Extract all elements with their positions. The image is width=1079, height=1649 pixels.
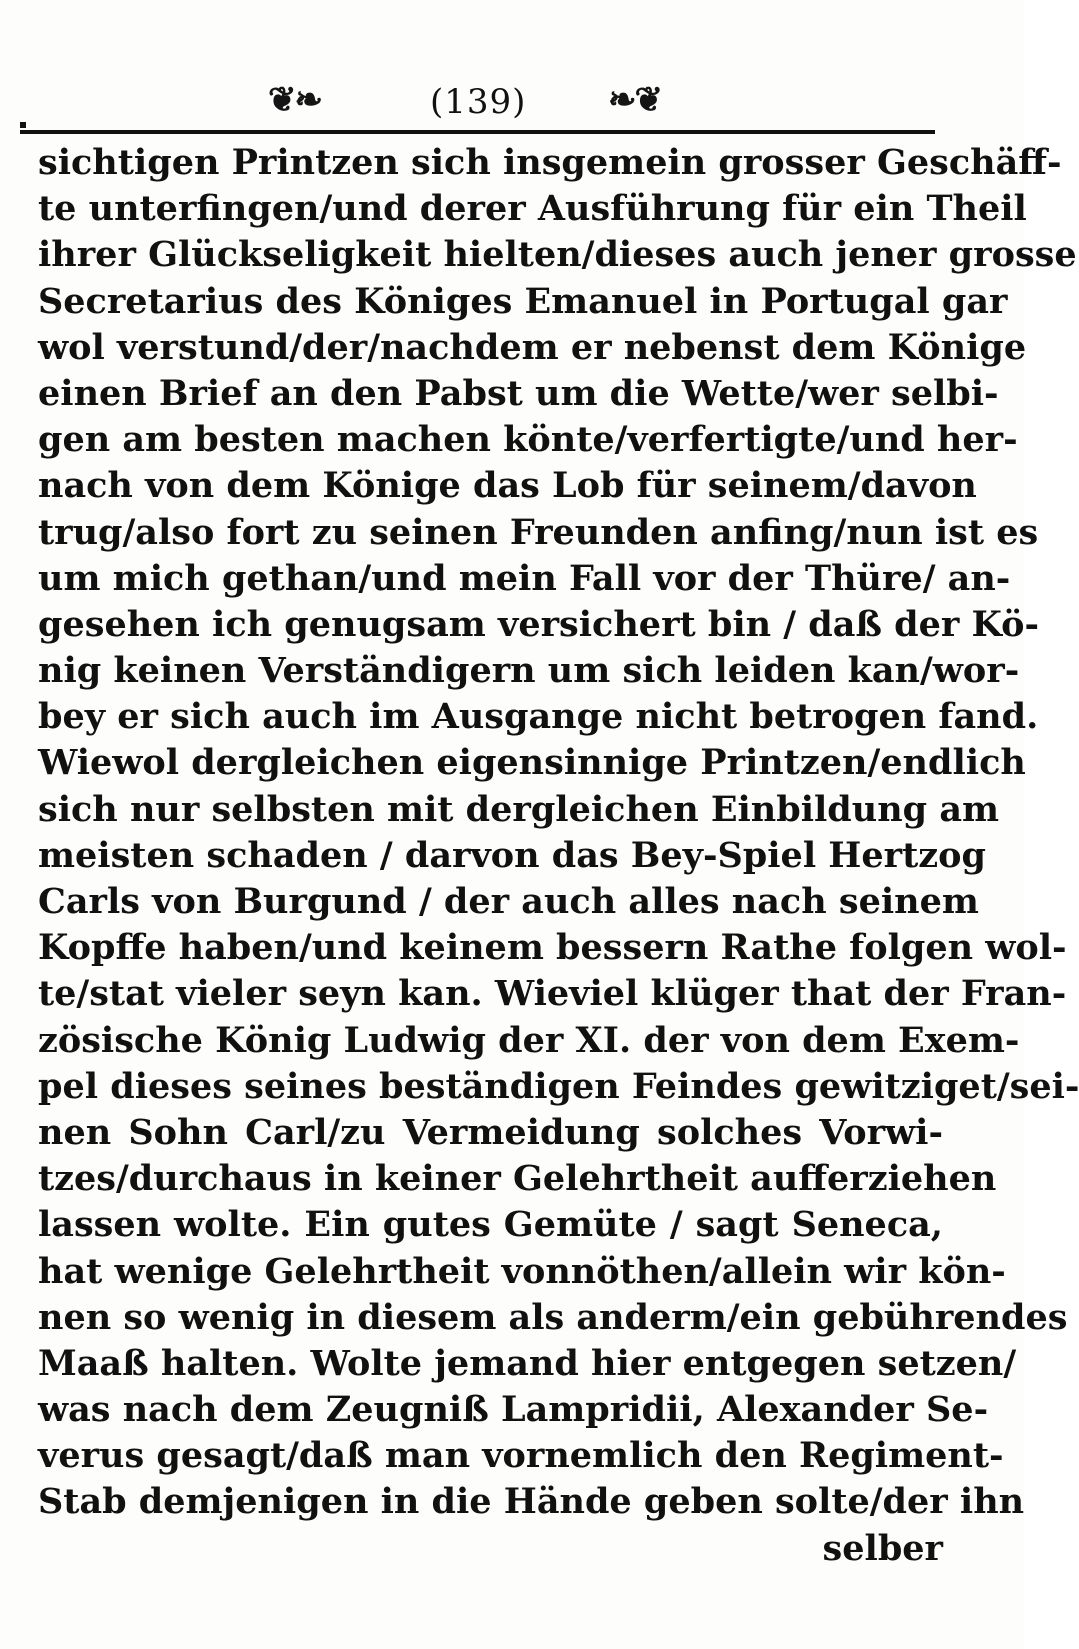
text-line: was nach dem Zeugniß Lampridii, Alexander Se- xyxy=(38,1389,989,1431)
margin-mark xyxy=(20,122,26,128)
text-line: te/stat vieler seyn kan. Wieviel klüger that der Fran- xyxy=(38,973,1067,1015)
text-line: Carls von Burgund / der auch alles nach seinem xyxy=(38,881,979,922)
text-line: Maaß halten. Wolte jemand hier entgegen setzen/ xyxy=(38,1342,1017,1384)
text-line: Stab demjenigen in die Hände geben solte/der ihn xyxy=(38,1481,1025,1523)
left-ornament-icon: ❦❧ xyxy=(268,80,321,120)
text-line: Secretarius des Königes Emanuel in Portugal gar xyxy=(38,280,1008,322)
text-line: Kopffe haben/und keinem bessern Rathe folgen wol- xyxy=(38,927,1067,969)
text-line: zösische König Ludwig der XI. der von dem Exem- xyxy=(38,1019,1020,1061)
right-ornament-icon: ❧❦ xyxy=(608,80,661,120)
text-line: lassen wolte. Ein gutes Gemüte / sagt Seneca, xyxy=(38,1204,943,1246)
text-line: Wiewol dergleichen eigensinnige Printzen/endlich xyxy=(38,742,1026,784)
text-line: nen Sohn Carl/zu Vermeidung solches Vorwi- xyxy=(38,1111,943,1153)
text-line: trug/also fort zu seinen Freunden anfing/nun ist es xyxy=(38,511,1039,553)
text-line: bey er sich auch im Ausgange nicht betrogen fand. xyxy=(38,696,1039,738)
text-line: nig keinen Verständigern um sich leiden kan/wor- xyxy=(38,650,1020,692)
text-line: wol verstund/der/nachdem er nebenst dem Könige xyxy=(38,326,1027,368)
page-header xyxy=(20,72,940,132)
text-line: hat wenige Gelehrtheit vonnöthen/allein wir kön- xyxy=(38,1250,1006,1292)
text-line: um mich gethan/und mein Fall vor der Thüre/ an- xyxy=(38,557,1011,599)
body-text xyxy=(38,140,1079,1572)
text-line: verus gesagt/daß man vornemlich den Regiment- xyxy=(38,1435,1004,1477)
text-line: pel dieses seines beständigen Feindes gewitziget/sei- xyxy=(38,1065,1079,1107)
catchword: selber xyxy=(822,1527,943,1569)
header-rule xyxy=(20,130,935,134)
text-line: gesehen ich genugsam versichert bin / daß der Kö- xyxy=(38,603,1040,645)
text-line: nach von dem Könige das Lob für seinem/davon xyxy=(38,465,977,507)
text-line: tzes/durchaus in keiner Gelehrtheit aufferziehen xyxy=(38,1158,997,1200)
text-line: meisten schaden / darvon das Bey-Spiel Hertzog xyxy=(38,834,986,876)
text-line: nen so wenig in diesem als anderm/ein gebührendes xyxy=(38,1296,1068,1338)
page-number: (139) xyxy=(430,82,527,122)
text-line: einen Brief an den Pabst um die Wette/wer selbi- xyxy=(38,372,999,414)
text-line: sichtigen Printzen sich insgemein grosser Geschäff- xyxy=(38,142,1062,183)
text-line: gen am besten machen könte/verfertigte/und her- xyxy=(38,419,1018,461)
text-line: te unterfingen/und derer Ausführung für ein Theil xyxy=(38,188,1027,230)
text-line: sich nur selbsten mit dergleichen Einbildung am xyxy=(38,788,1000,830)
text-line: ihrer Glückseligkeit hielten/dieses auch jener grosse xyxy=(38,234,1077,276)
